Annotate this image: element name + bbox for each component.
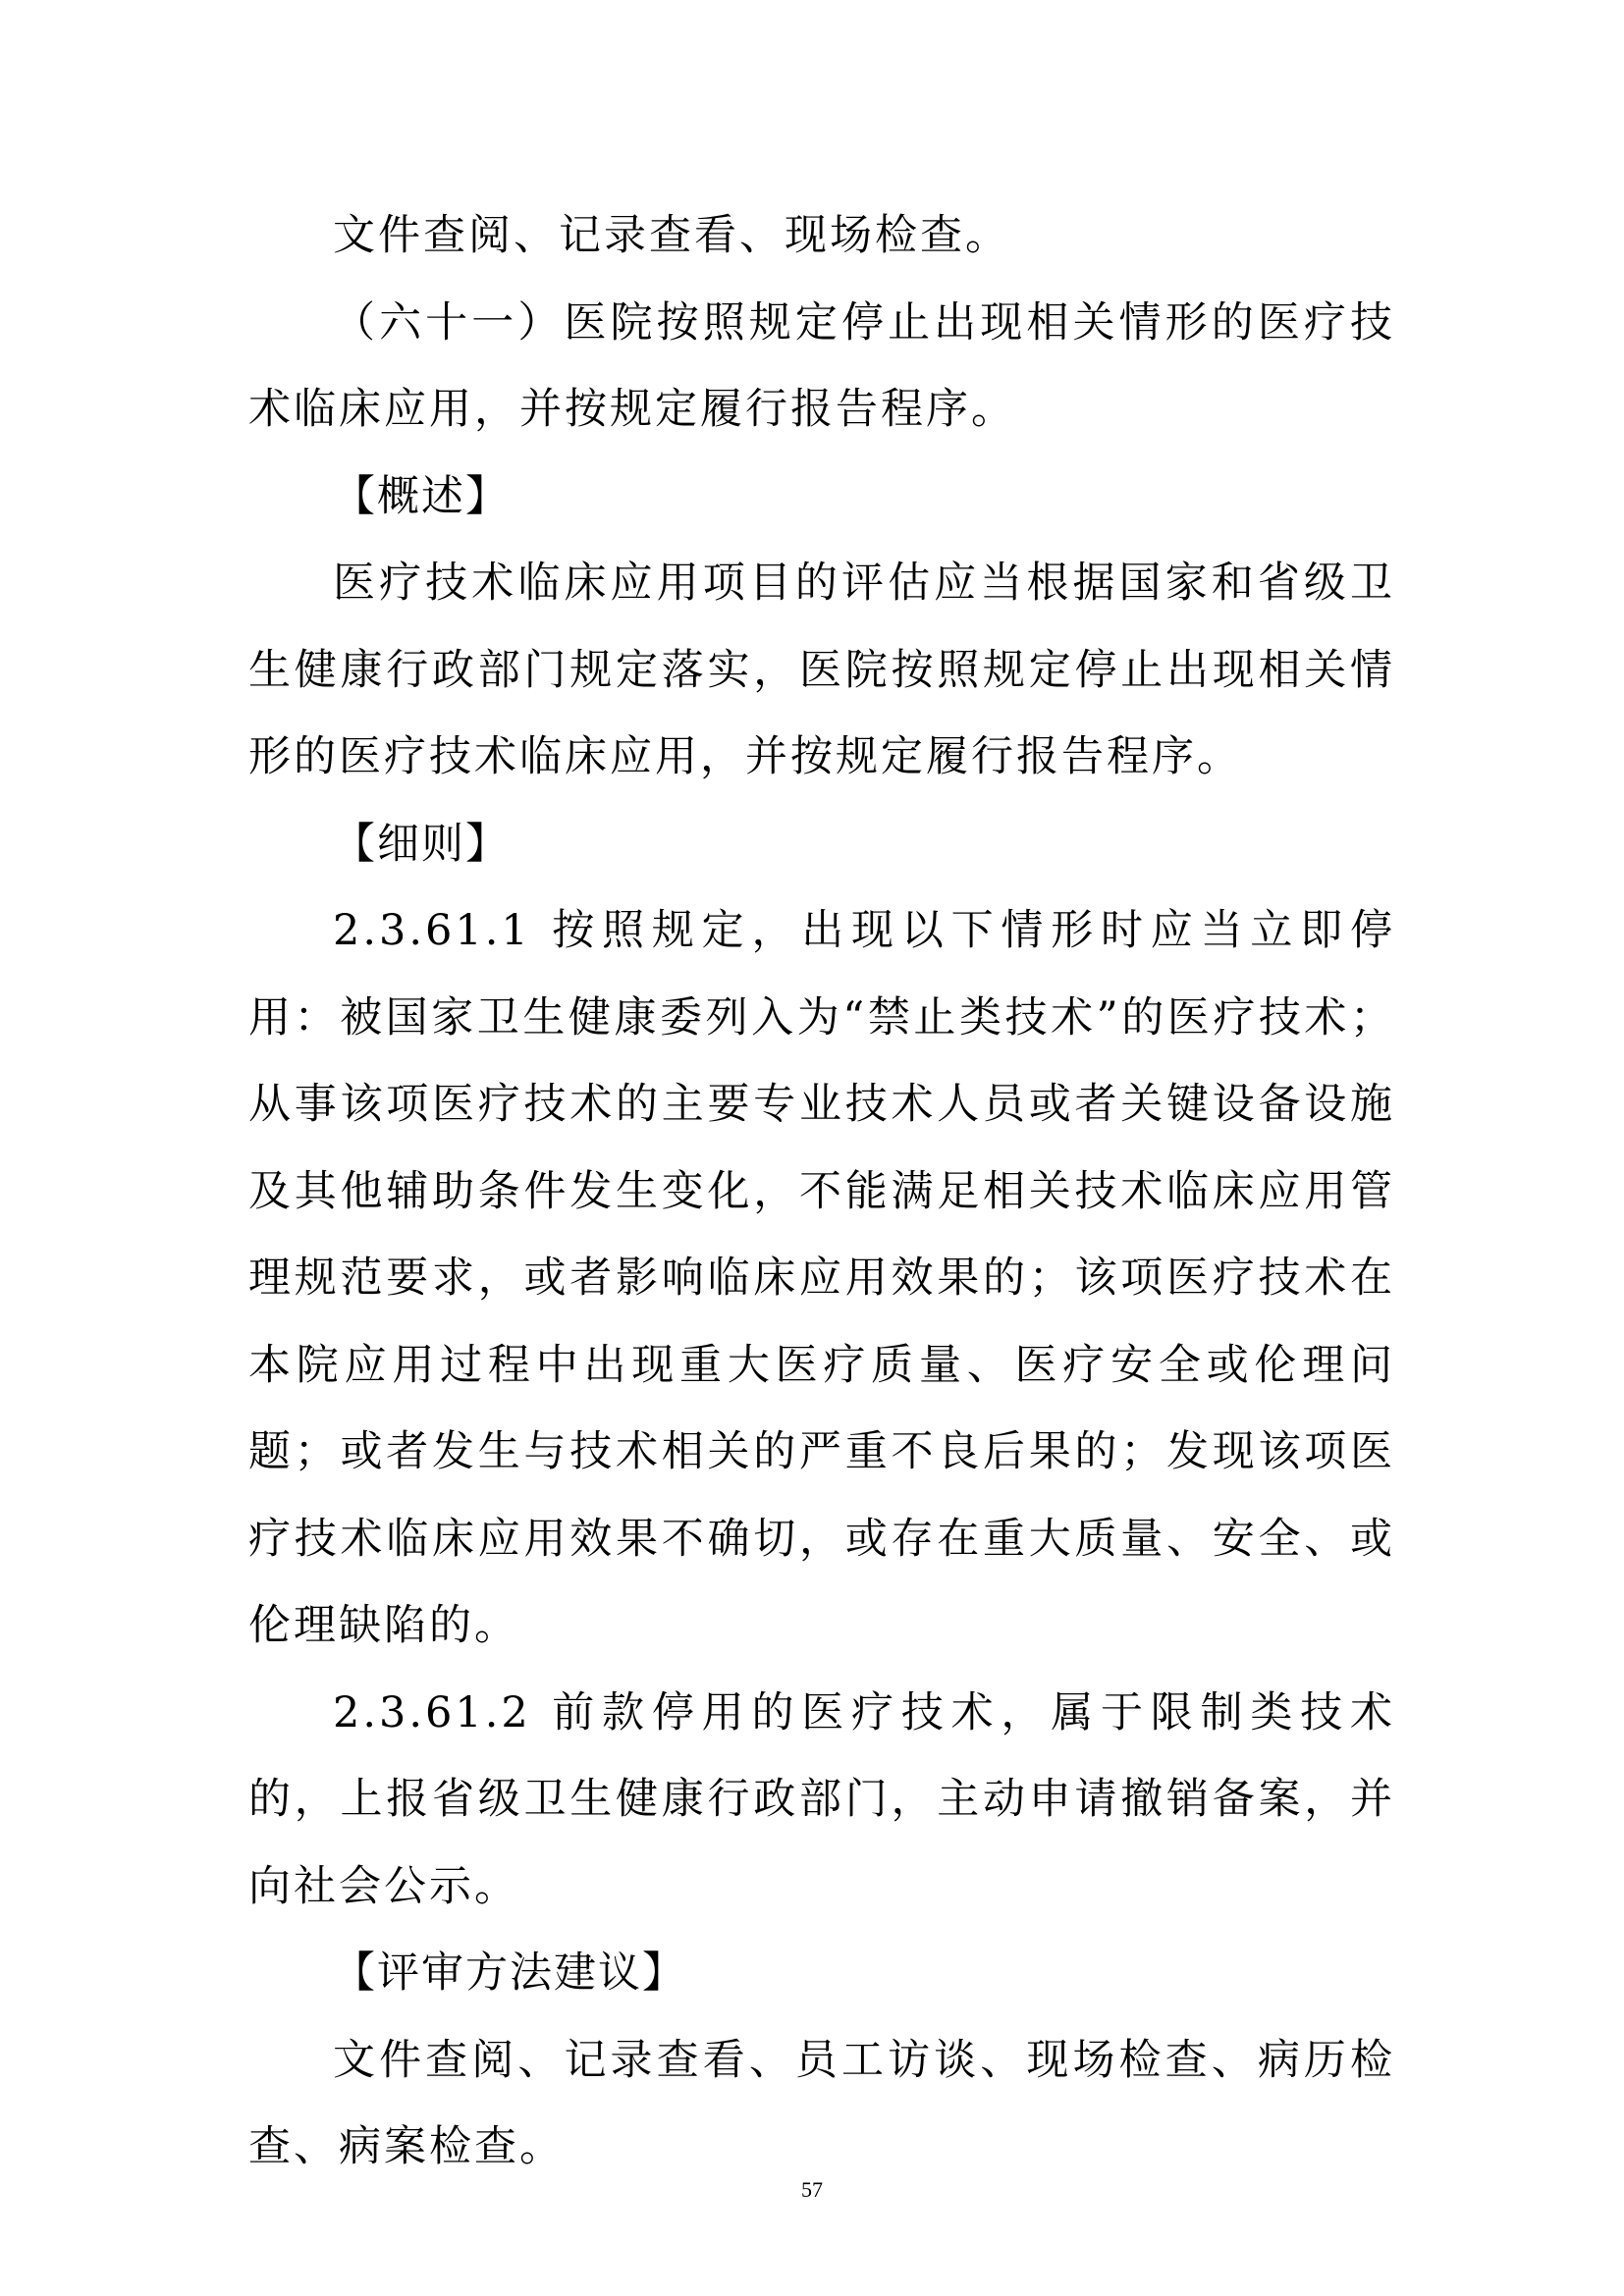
- section-heading-overview: 【概述】: [333, 471, 510, 521]
- paragraph-detail-2-3-61-2: 2.3.61.2 前款停用的医疗技术，属于限制类技术的，上报省级卫生健康行政部门，主动申请撤销备案，并向社会公示。: [248, 1687, 1395, 1911]
- document-body: [248, 192, 1395, 2191]
- paragraph-detail-2-3-61-1: 2.3.61.1 按照规定，出现以下情形时应当立即停用：被国家卫生健康委列入为“禁止类技术”的医疗技术；从事该项医疗技术的主要专业技术人员或者关键设备设施及其他辅助条件发生变化，不能满足相关技术临床应用管理规范要求，或者影响临床应用效果的；该项医疗技术在本院应用过程中出现重大医疗质量、医疗安全或伦理问题；或者发生与技术相关的严重不良后果的；发现该项医疗技术临床应用效果不确切，或存在重大质量、安全、或伦理缺陷的。: [248, 906, 1395, 1650]
- page-number: 57: [801, 2177, 823, 2202]
- paragraph-review-methods-previous: 文件查阅、记录查看、现场检查。: [333, 211, 1010, 260]
- section-heading-details: 【细则】: [333, 819, 510, 869]
- paragraph-article-61-title: （六十一）医院按照规定停止出现相关情形的医疗技术临床应用，并按规定履行报告程序。: [248, 297, 1395, 434]
- section-heading-review-methods: 【评审方法建议】: [333, 1949, 686, 1998]
- paragraph-review-methods: 文件查阅、记录查看、员工访谈、现场检查、病历检查、病案检查。: [248, 2035, 1395, 2171]
- paragraph-overview: 医疗技术临床应用项目的评估应当根据国家和省级卫生健康行政部门规定落实，医院按照规定停止出现相关情形的医疗技术临床应用，并按规定履行报告程序。: [248, 559, 1395, 781]
